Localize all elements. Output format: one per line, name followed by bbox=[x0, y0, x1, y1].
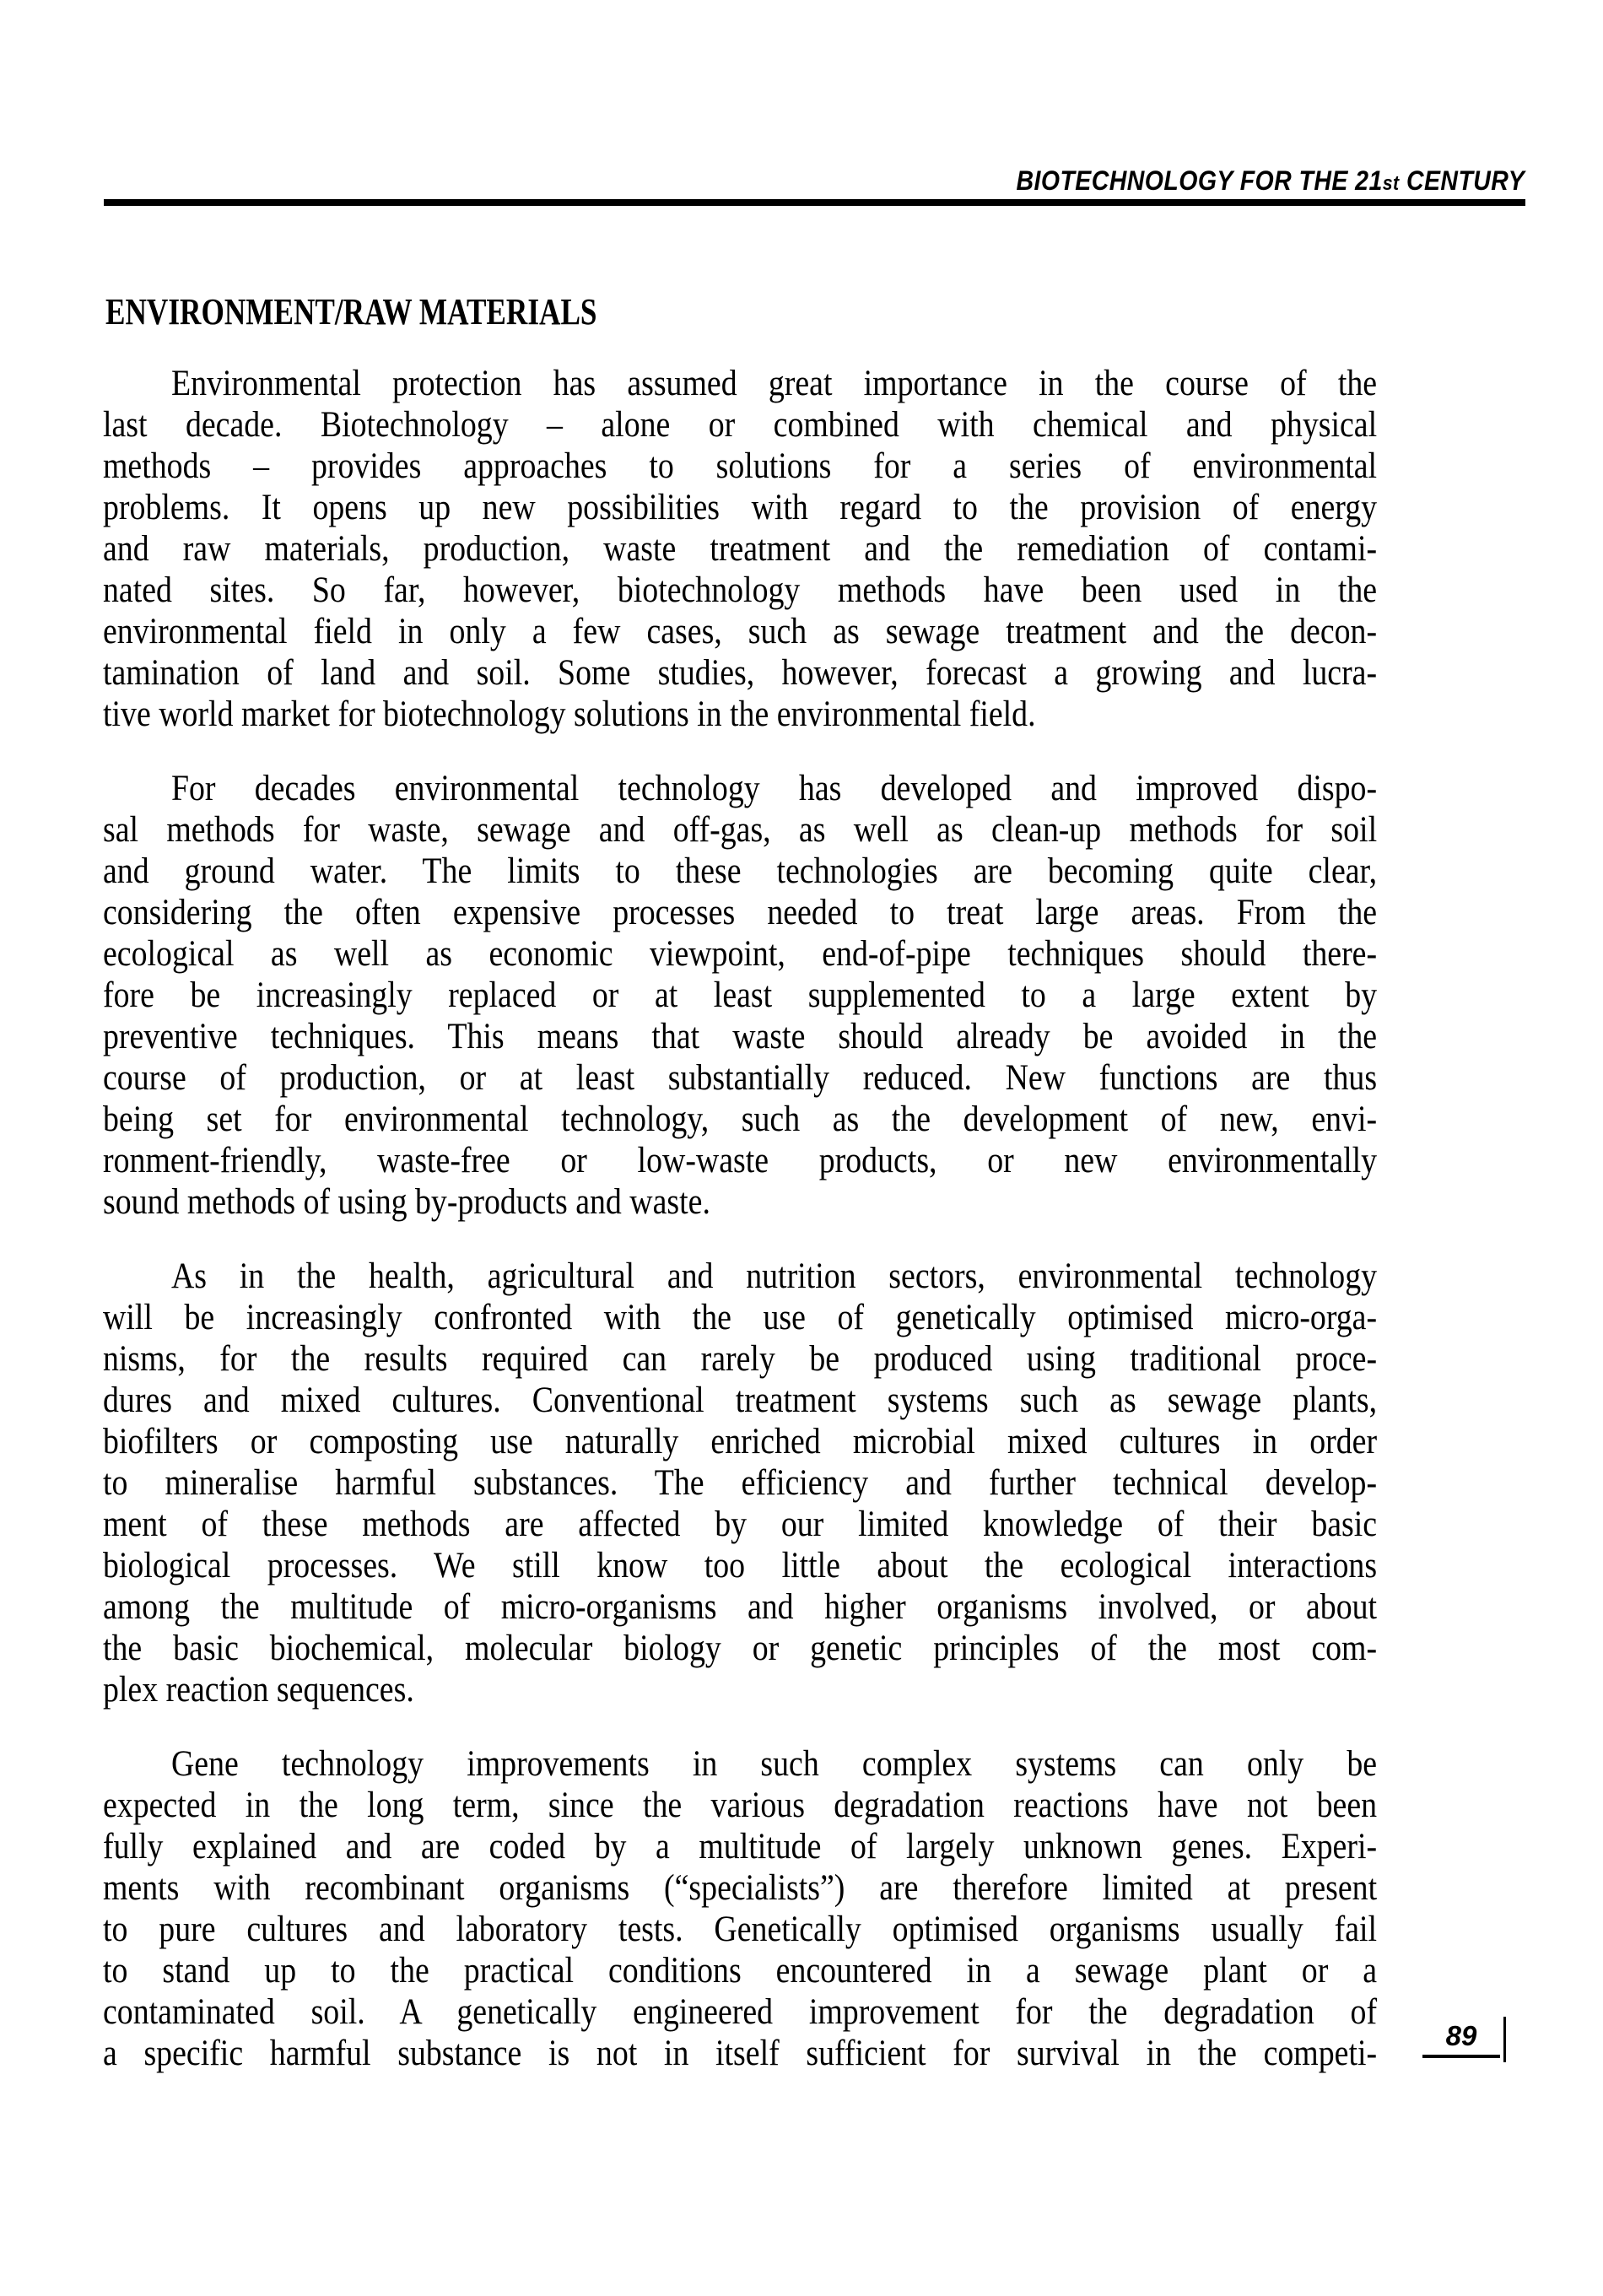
section-title: ENVIRONMENT/RAW MATERIALS bbox=[105, 291, 597, 332]
text-line: ments with recombinant organisms (“specialists”) are therefore limited at present bbox=[103, 1868, 1378, 1908]
paragraph bbox=[103, 363, 1377, 735]
text-line: nisms, for the results required can rarely be produced using traditional proce- bbox=[103, 1339, 1378, 1379]
text-line: fore be increasingly replaced or at least supplemented to a large extent by bbox=[103, 975, 1378, 1015]
text-line: ronment-friendly, waste-free or low-waste products, or new environmentally bbox=[103, 1141, 1378, 1180]
text-line: fully explained and are coded by a multitude of largely unknown genes. Experi- bbox=[103, 1827, 1378, 1867]
text-line: Gene technology improvements in such complex systems can only be bbox=[170, 1744, 1378, 1784]
text-line: dures and mixed cultures. Conventional treatment systems such as sewage plants, bbox=[103, 1380, 1378, 1420]
text-line: and raw materials, production, waste treatment and the remediation of contami- bbox=[103, 529, 1378, 569]
page-number: 89 bbox=[1445, 2020, 1477, 2051]
running-title bbox=[1016, 167, 1525, 194]
text-line: and ground water. The limits to these technologies are becoming quite clear, bbox=[103, 851, 1378, 891]
text-line: biofilters or composting use naturally enriched microbial mixed cultures in order bbox=[103, 1422, 1378, 1461]
text-line: ment of these methods are affected by our limited knowledge of their basic bbox=[103, 1505, 1378, 1544]
text-line: course of production, or at least substantially reduced. New functions are thus bbox=[103, 1058, 1378, 1098]
text-line: contaminated soil. A genetically engineered improvement for the degradation of bbox=[103, 1992, 1378, 2032]
running-title-suffix: CENTURY bbox=[1399, 165, 1525, 196]
text-line: preventive techniques. This means that waste should already be avoided in the bbox=[103, 1017, 1378, 1056]
text-line: sal methods for waste, sewage and off-gas, as well as clean-up methods for soil bbox=[103, 810, 1378, 850]
text-line: tamination of land and soil. Some studies, however, forecast a growing and lucra- bbox=[103, 653, 1378, 693]
text-line: environmental field in only a few cases, such as sewage treatment and the decon- bbox=[103, 612, 1378, 651]
text-line: plex reaction sequences. bbox=[103, 1670, 414, 1710]
text-line: last decade. Biotechnology – alone or combined with chemical and physical bbox=[103, 405, 1378, 445]
text-line: will be increasingly confronted with the use of genetically optimised micro-orga- bbox=[103, 1298, 1378, 1337]
running-title-prefix: BIOTECHNOLOGY FOR THE 21 bbox=[1016, 165, 1383, 196]
text-line: biological processes. We still know too little about the ecological interactions bbox=[103, 1546, 1378, 1586]
paragraph bbox=[103, 1743, 1377, 2074]
text-line: nated sites. So far, however, biotechnology methods have been used in the bbox=[103, 570, 1378, 610]
text-line: the basic biochemical, molecular biology or genetic principles of the most com- bbox=[103, 1629, 1378, 1668]
text-line: sound methods of using by-products and waste. bbox=[103, 1182, 710, 1222]
paragraph bbox=[103, 1256, 1377, 1710]
text-line: tive world market for biotechnology solutions in the environmental field. bbox=[103, 694, 1036, 734]
text-line: a specific harmful substance is not in itself sufficient for survival in the competi- bbox=[103, 2034, 1378, 2073]
page-number-rule bbox=[1503, 2017, 1506, 2062]
text-line: to pure cultures and laboratory tests. Genetically optimised organisms usually fail bbox=[103, 1910, 1378, 1949]
text-line: considering the often expensive processes needed to treat large areas. From the bbox=[103, 893, 1378, 932]
text-line: Environmental protection has assumed great importance in the course of the bbox=[170, 364, 1378, 403]
text-line: among the multitude of micro-organisms and higher organisms involved, or about bbox=[103, 1587, 1378, 1627]
header-rule bbox=[104, 199, 1525, 206]
text-line: to mineralise harmful substances. The efficiency and further technical develop- bbox=[103, 1463, 1378, 1503]
text-line: For decades environmental technology has developed and improved dispo- bbox=[170, 769, 1378, 808]
text-line: methods – provides approaches to solutions for a series of environmental bbox=[103, 446, 1378, 486]
text-line: being set for environmental technology, such as the development of new, envi- bbox=[103, 1099, 1378, 1139]
text-line: As in the health, agricultural and nutrition sectors, environmental technology bbox=[170, 1256, 1378, 1296]
running-title-ordinal: st bbox=[1382, 172, 1400, 195]
article-body bbox=[103, 363, 1377, 2107]
text-line: to stand up to the practical conditions encountered in a sewage plant or a bbox=[103, 1951, 1378, 1991]
page-number-box bbox=[1422, 2020, 1500, 2058]
text-line: expected in the long term, since the various degradation reactions have not been bbox=[103, 1785, 1378, 1825]
text-line: ecological as well as economic viewpoint, end-of-pipe techniques should there- bbox=[103, 934, 1378, 974]
text-line: problems. It opens up new possibilities with regard to the provision of energy bbox=[103, 488, 1378, 527]
paragraph bbox=[103, 768, 1377, 1223]
